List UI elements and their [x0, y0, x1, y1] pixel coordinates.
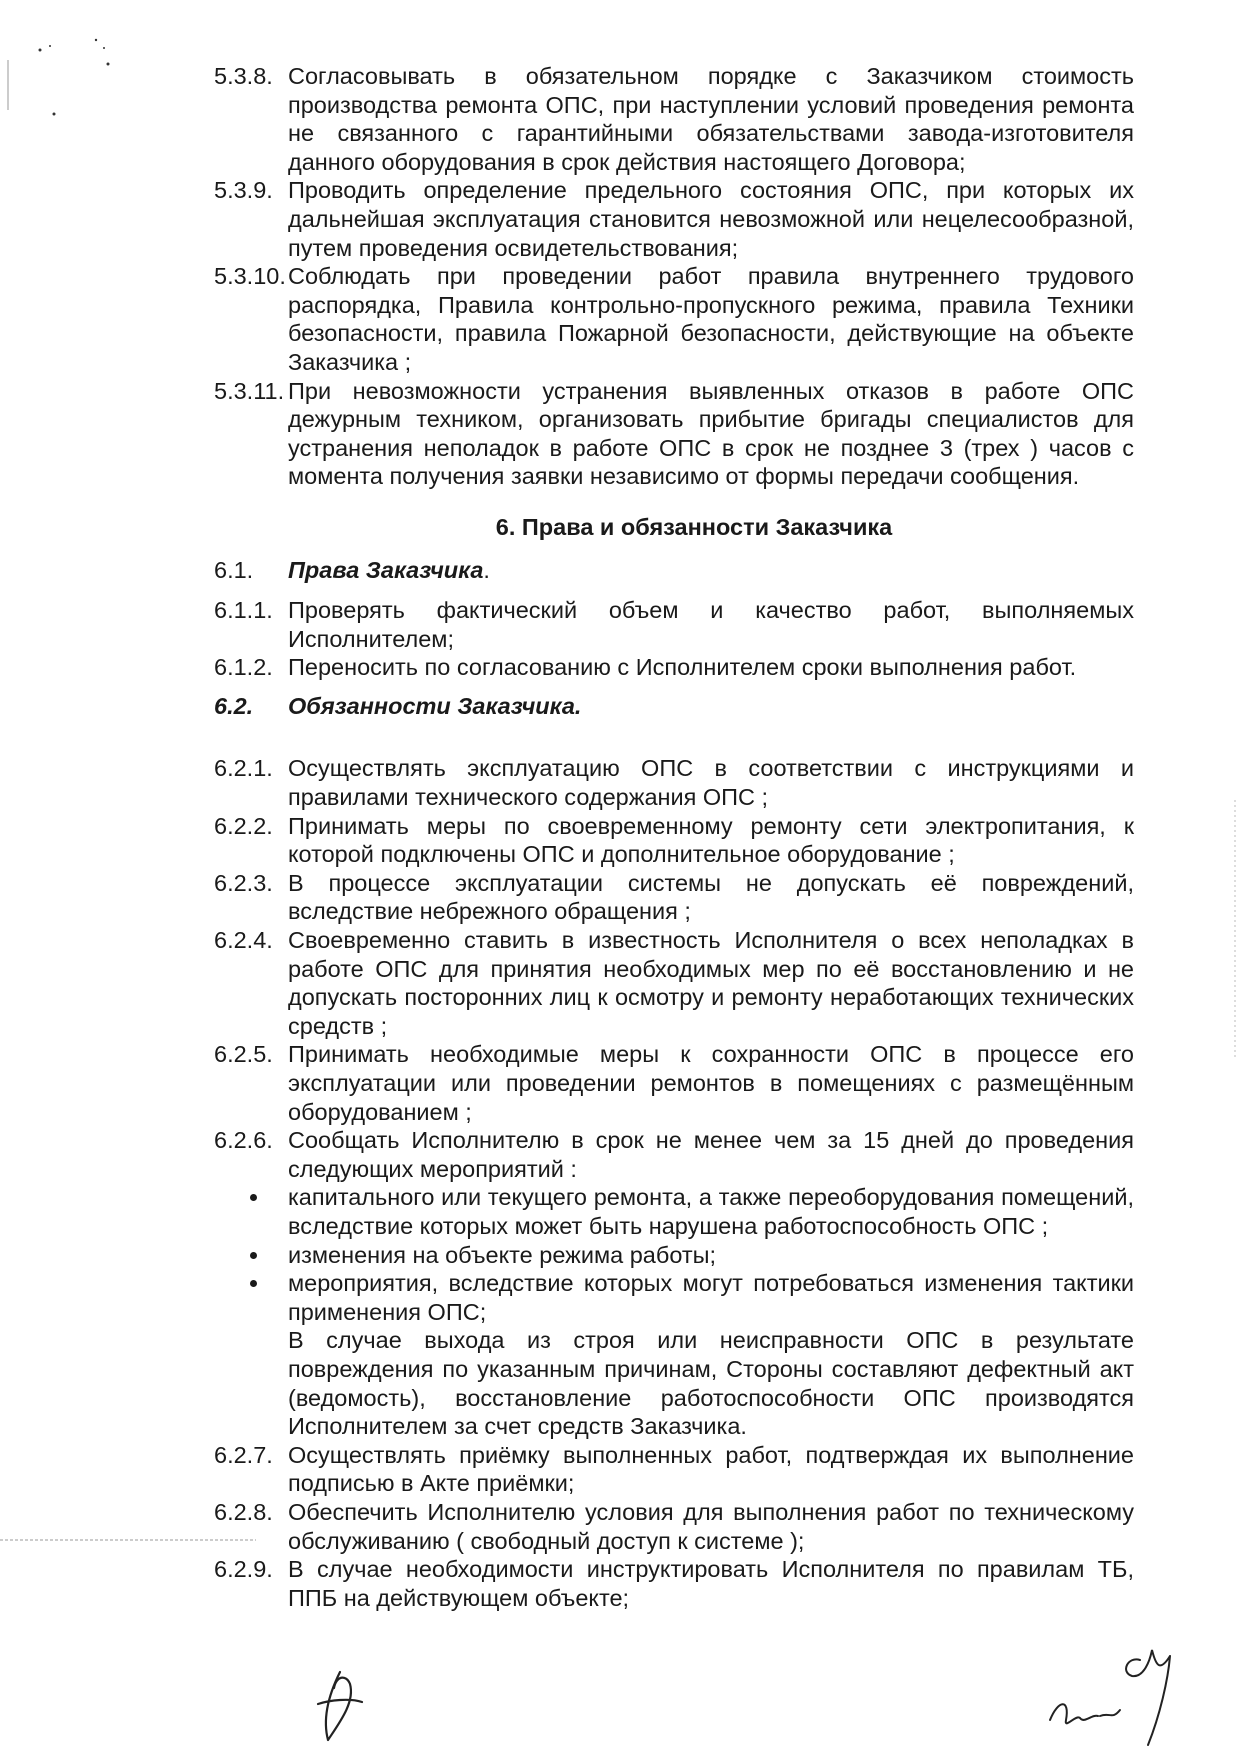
bullet-dot-icon	[214, 1269, 288, 1326]
clause-number: 6.2.4.	[214, 927, 273, 954]
clause-text: Осуществлять эксплуатацию ОПС в соответствии с инструкциями и правилами технического содержания ОПС ;	[288, 755, 1134, 811]
clause-text: Принимать меры по своевременному ремонту сети электропитания, к которой подключены ОПС и дополнительное оборудование ;	[288, 812, 1134, 868]
note-paragraph: В случае выхода из строя или неисправности ОПС в результате повреждения по указанным причинам, Стороны составляют дефектный акт (ведомость), восстановление работоспособности ОПС производятся Исполнителем за счет средств Заказчика.	[288, 1327, 1134, 1440]
clause-text: Осуществлять приёмку выполненных работ, подтверждая их выполнение подписью в Акте приёмки;	[288, 1441, 1134, 1497]
clauses-6-2-part1	[214, 754, 1134, 1183]
bullet-item	[214, 1183, 1134, 1240]
subsection-label: Права Заказчика.	[288, 556, 490, 583]
clause-item	[214, 1498, 1134, 1555]
clause-number: 5.3.8.	[214, 63, 273, 89]
clause-item	[214, 176, 1134, 262]
bullet-item	[214, 1241, 1134, 1270]
signature-right	[1040, 1620, 1200, 1750]
clause-number: 6.2.2.	[214, 812, 273, 839]
clause-item	[214, 377, 1134, 491]
document-body	[214, 62, 1134, 1612]
clause-text: Обеспечить Исполнителю условия для выполнения работ по техническому обслуживанию ( свободный доступ к системе );	[288, 1498, 1134, 1554]
clause-number: 6.1.1.	[214, 597, 273, 624]
clause-text: Проверять фактический объем и качество работ, выполняемых Исполнителем;	[288, 597, 1134, 652]
section-title: 6. Права и обязанности Заказчика	[495, 513, 893, 540]
clause-number: 6.2.9.	[214, 1556, 273, 1583]
clause-text: Согласовывать в обязательном порядке с Заказчиком стоимость производства ремонта ОПС, при наступлении условий проведения ремонта не связанного с гарантийными обязательствами завода-изготовителя данного оборудования в срок действия настоящего Договора;	[288, 63, 1134, 175]
clauses-5-3	[214, 62, 1134, 491]
clause-item	[214, 596, 1134, 653]
subsection-number: 6.2.	[214, 692, 254, 719]
clause-number: 6.1.2.	[214, 654, 273, 681]
bullet-text: мероприятия, вследствие которых могут потребоваться изменения тактики применения ОПС;	[288, 1270, 1134, 1325]
subsection-6-2	[214, 692, 1134, 721]
clause-item	[214, 812, 1134, 869]
scan-specks	[0, 0, 130, 130]
bullet-list	[214, 1183, 1134, 1326]
clause-text: Сообщать Исполнителю в срок не менее чем за 15 дней до проведения следующих мероприятий :	[288, 1127, 1134, 1182]
subsection-6-1	[214, 556, 1134, 585]
clause-number: 6.2.1.	[214, 755, 273, 782]
scan-right-edge	[1232, 800, 1238, 1060]
clause-number: 5.3.11.	[214, 377, 285, 404]
clause-item	[214, 653, 1134, 682]
clause-number: 6.2.6.	[214, 1127, 273, 1154]
clause-item	[214, 754, 1134, 811]
clause-text: В процессе эксплуатации системы не допускать её повреждений, вследствие небрежного обращения ;	[288, 869, 1134, 925]
clause-number: 6.2.8.	[214, 1498, 273, 1525]
clause-number: 6.2.3.	[214, 869, 273, 896]
clause-text: Принимать необходимые меры к сохранности ОПС в процессе его эксплуатации или проведении ремонтов в помещениях с размещённым оборудованием ;	[288, 1041, 1134, 1125]
clause-item	[214, 262, 1134, 376]
bullet-text: изменения на объекте режима работы;	[288, 1241, 717, 1268]
clause-text: Своевременно ставить в известность Исполнителя о всех неполадках в работе ОПС для принятия необходимых мер по её восстановлению и не допускать посторонних лиц к осмотру и ремонту неработающих технических средств ;	[288, 927, 1134, 1039]
clause-text: В случае необходимости инструктировать Исполнителя по правилам ТБ, ППБ на действующем объекте;	[288, 1556, 1134, 1611]
clause-item	[214, 1441, 1134, 1498]
signature-left	[300, 1662, 390, 1752]
clause-text: Соблюдать при проведении работ правила внутреннего трудового распорядка, Правила контрольно-пропускного режима, правила Техники безопасности, правила Пожарной безопасности, действующие на объекте Заказчика ;	[288, 263, 1134, 375]
clause-number: 6.2.7.	[214, 1441, 273, 1468]
bullet-item	[214, 1269, 1134, 1326]
clause-text: Переносить по согласованию с Исполнителем сроки выполнения работ.	[288, 654, 1077, 681]
clause-item	[214, 62, 1134, 176]
clause-number: 6.2.5.	[214, 1041, 273, 1068]
clause-item	[214, 1555, 1134, 1612]
clauses-6-2-part2	[214, 1441, 1134, 1613]
clause-item	[214, 926, 1134, 1040]
clause-item	[214, 1126, 1134, 1183]
bullet-dot-icon	[214, 1241, 288, 1270]
subsection-label: Обязанности Заказчика.	[288, 692, 582, 719]
bullet-text: капитального или текущего ремонта, а также переоборудования помещений, вследствие которых может быть нарушена работоспособность ОПС ;	[288, 1184, 1134, 1239]
bullet-dot-icon	[214, 1183, 288, 1240]
clause-item	[214, 869, 1134, 926]
clauses-6-1	[214, 596, 1134, 682]
clause-number: 5.3.10.	[214, 263, 286, 290]
subsection-number: 6.1.	[214, 556, 254, 583]
clause-text: При невозможности устранения выявленных отказов в работе ОПС дежурным техником, организовать прибытие бригады специалистов для устранения неполадок в работе ОПС в срок не позднее 3 (трех ) часов с момента получения заявки независимо от формы передачи сообщения.	[288, 377, 1134, 490]
clause-number: 5.3.9.	[214, 177, 273, 204]
clause-item	[214, 1040, 1134, 1126]
clause-text: Проводить определение предельного состояния ОПС, при которых их дальнейшая эксплуатация становится невозможной или нецелесообразной, путем проведения освидетельствования;	[288, 177, 1134, 261]
